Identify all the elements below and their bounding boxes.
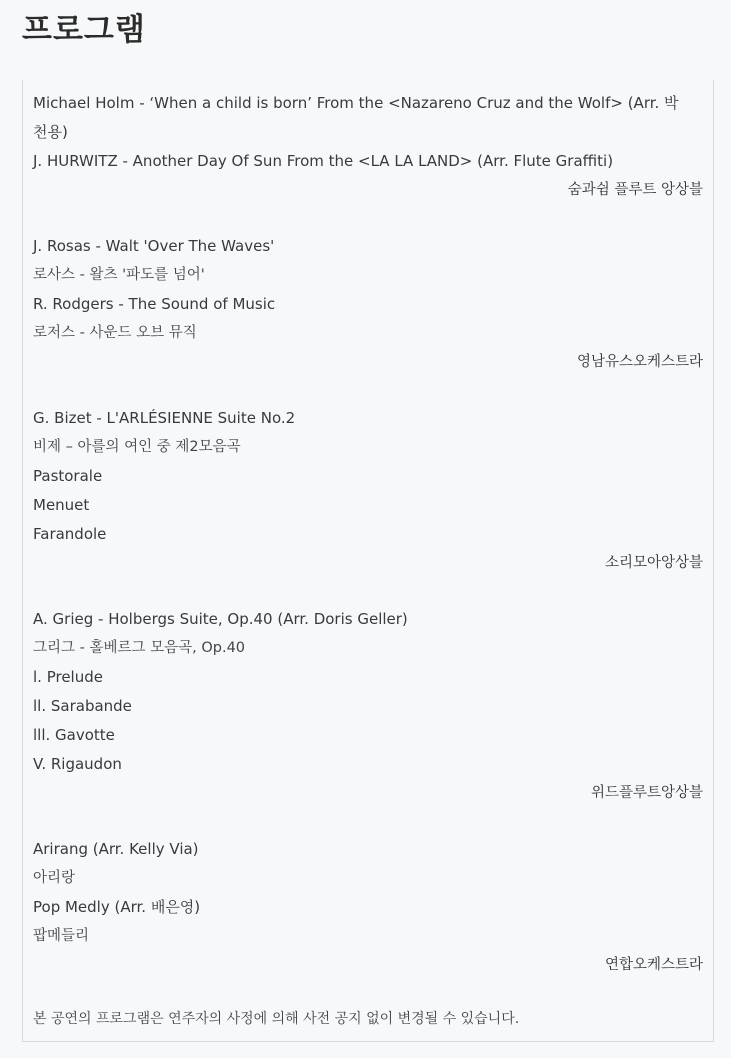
program-line: Farandole [33, 525, 107, 543]
program-line: J. Rosas - Walt 'Over The Waves' [33, 237, 275, 255]
program-notice: 본 공연의 프로그램은 연주자의 사정에 의해 사전 공지 없이 변경될 수 있습니다. [33, 1011, 520, 1027]
program-line: ll. Sarabande [33, 697, 132, 715]
program-line: R. Rodgers - The Sound of Music [33, 295, 276, 313]
program-line: 로사스 - 왈츠 '파도를 넘어' [33, 267, 205, 283]
performer-name: 연합오케스트라 [604, 957, 703, 973]
program-line: Pop Medly (Arr. 배은영) [33, 898, 201, 916]
program-line: l. Prelude [33, 668, 103, 686]
program-line: 팝메들리 [33, 928, 90, 944]
program-line: V. Rigaudon [33, 755, 122, 773]
program-list [22, 80, 714, 1042]
program-section [33, 232, 703, 377]
program-section [33, 835, 703, 980]
program-line: lll. Gavotte [33, 726, 115, 744]
program-line: Arirang (Arr. Kelly Via) [33, 840, 199, 858]
performer-name: 영남유스오케스트라 [576, 354, 703, 370]
program-section [33, 404, 703, 578]
page-title: 프로그램 [22, 12, 146, 48]
program-line: G. Bizet - L'ARLÉSIENNE Suite No.2 [33, 409, 296, 427]
performer-name: 소리모아앙상블 [604, 555, 703, 571]
program-line: Pastorale [33, 467, 103, 485]
performer-name: 위드플루트앙상블 [590, 785, 703, 801]
program-line: 그리그 - 홀베르그 모음곡, Op.40 [33, 640, 246, 656]
program-line: 아리랑 [33, 870, 76, 886]
program-section [33, 605, 703, 808]
performer-name: 숨과쉼 플루트 앙상블 [567, 182, 703, 198]
program-line: 로저스 - 사운드 오브 뮤직 [33, 325, 197, 341]
program-line: J. HURWITZ - Another Day Of Sun From the <LA LA LAND> (Arr. Flute Graffiti) [33, 152, 614, 170]
program-line: Menuet [33, 496, 90, 514]
program-line: 비제 – 아를의 여인 중 제2모음곡 [33, 439, 241, 455]
program-section [33, 89, 703, 205]
program-line: Michael Holm - ‘When a child is born’ From the <Nazareno Cruz and the Wolf> (Arr. 박천용) [33, 94, 679, 141]
program-line: A. Grieg - Holbergs Suite, Op.40 (Arr. Doris Geller) [33, 610, 408, 628]
